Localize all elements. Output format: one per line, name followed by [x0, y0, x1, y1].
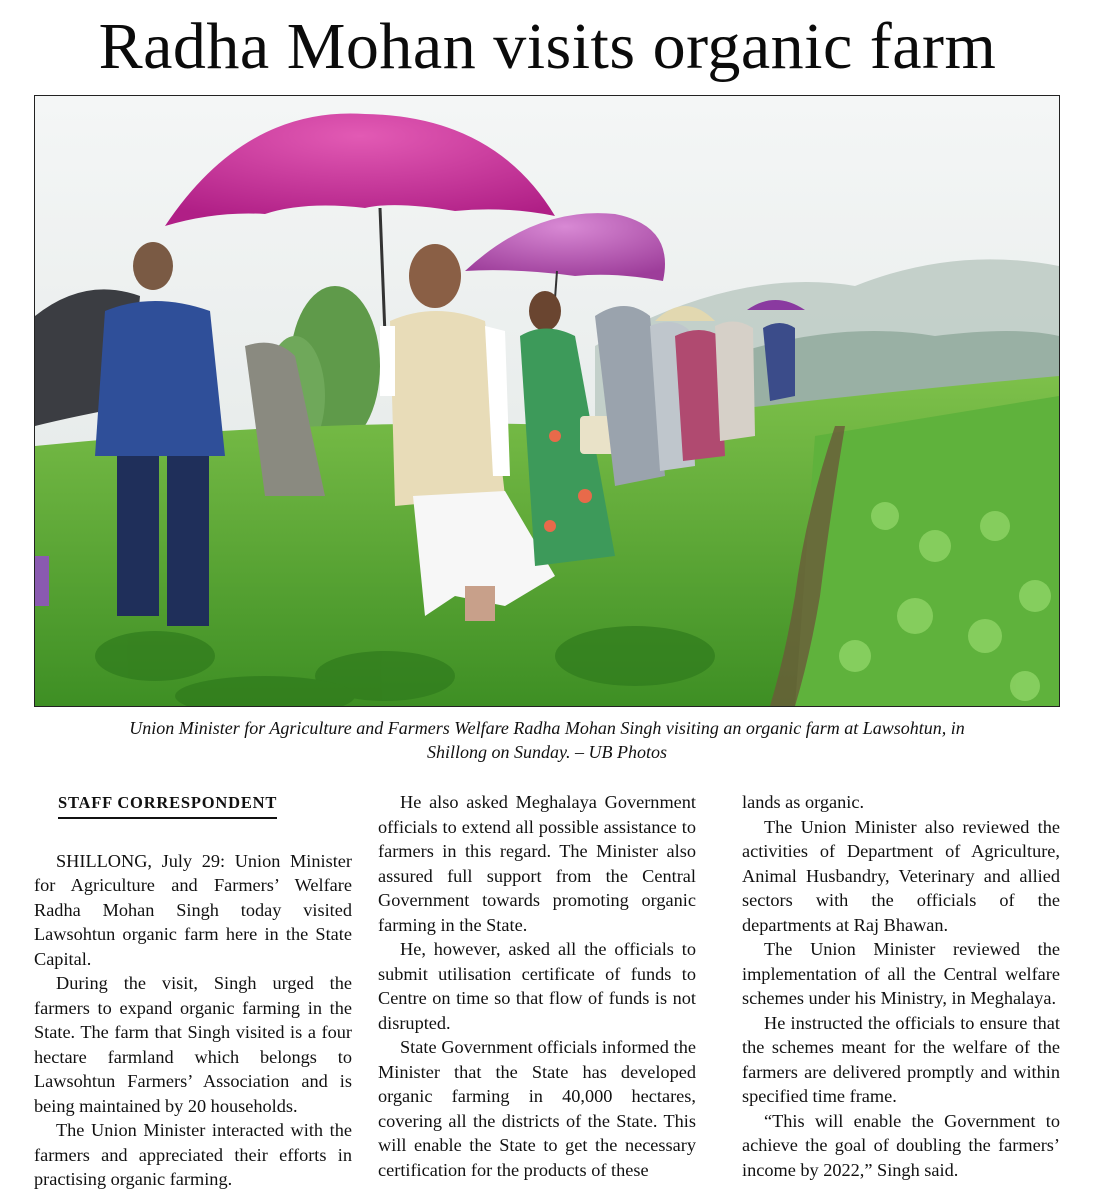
- article-paragraph: The Union Minister interacted with the farmers and appreciated their efforts in practising organic farming.: [34, 1120, 352, 1189]
- photo-caption: [34, 716, 1060, 764]
- caption-line-1: Union Minister for Agriculture and Farmers Welfare Radha Mohan Singh visiting an organic farm at Lawsohtun, in: [129, 718, 965, 738]
- article-paragraph: “This will enable the Government to achieve the goal of doubling the farmers’ income by 2022,” Singh said.: [742, 1110, 1060, 1180]
- byline: STAFF CORRESPONDENT: [58, 791, 277, 819]
- article-paragraph: SHILLONG, July 29: Union Minister for Agriculture and Farmers’ Welfare Radha Mohan Singh today visited Lawsohtun organic farm here in the State Capital.: [34, 850, 352, 969]
- article-paragraph: The Union Minister reviewed the implementation of all the Central welfare schemes under his Ministry, in Meghalaya.: [742, 939, 1060, 1008]
- article-paragraph: He also asked Meghalaya Government officials to extend all possible assistance to farmers in this regard. The Minister also assured full support from the Central Government towards promoting organic farming in the State.: [378, 792, 696, 935]
- article-paragraph-continued: lands as organic.: [742, 792, 865, 812]
- article-paragraph: The Union Minister also reviewed the activities of Department of Agriculture, Animal Husbandry, Veterinary and allied sectors with the officials of the departments at Raj Bhawan.: [742, 816, 1060, 935]
- headline: Radha Mohan visits organic farm: [98, 10, 997, 83]
- news-photo: [34, 95, 1060, 707]
- article-paragraph: During the visit, Singh urged the farmers to expand organic farming in the State. The farm that Singh visited is a four hectare farmland which belongs to Lawsohtun Farmers’ Association and is being maintained by 20 households.: [34, 973, 352, 1116]
- article-paragraph: He, however, asked all the officials to submit utilisation certificate of funds to Centre on time so that flow of funds is not disrupted.: [378, 939, 696, 1033]
- article-paragraph: State Government officials informed the Minister that the State has developed organic farming in 40,000 hectares, covering all the districts of the State. This will enable the State to get the necessary certification for the products of these: [378, 1037, 696, 1180]
- article-column-1: [34, 790, 352, 1192]
- article-column-3: [742, 790, 1060, 1182]
- article-column-2: [378, 790, 696, 1182]
- article-paragraph: He instructed the officials to ensure that the schemes meant for the welfare of the farmers are delivered promptly and within specified time frame.: [742, 1012, 1060, 1106]
- caption-line-2: Shillong on Sunday. – UB Photos: [427, 742, 667, 762]
